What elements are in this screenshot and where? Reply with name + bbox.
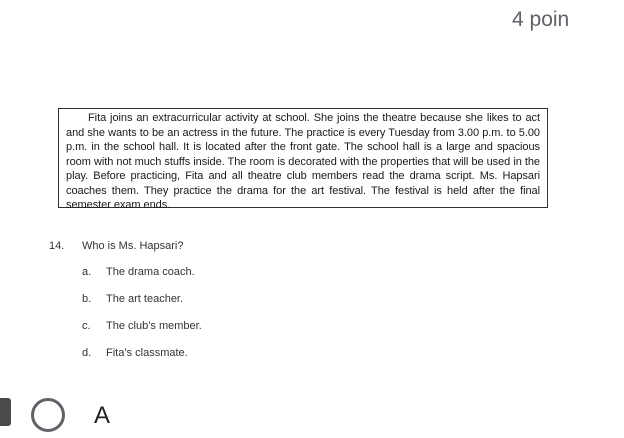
- option-a: [82, 266, 202, 293]
- answer-radio-button[interactable]: [31, 398, 65, 432]
- side-tab-handle[interactable]: [0, 398, 11, 426]
- option-c: [82, 320, 202, 347]
- option-text: Fita’s classmate.: [106, 347, 188, 359]
- question: [49, 240, 183, 252]
- option-letter: c.: [82, 320, 91, 332]
- passage-text: Fita joins an extracurricular activity at school. She joins the theatre because she likes to act and she wants to be an actress in the future. The practice is every Tuesday from 3.00 p.m. to 5.00 p.m. in the school hall. It is located after the front gate. The school hall is a large and spacious room with not much stuffs inside. The room is decorated with the properties that will be used in the play. Before practicing, Fita and all theatre club members read the drama script. Ms. Hapsari coaches them. They practice the drama for the art festival. The festival is held after the final semester exam ends.: [66, 112, 540, 211]
- question-number: 14.: [49, 240, 65, 252]
- answer-choice-label[interactable]: A: [94, 402, 111, 429]
- question-text: Who is Ms. Hapsari?: [82, 240, 184, 252]
- points-label: 4 poin: [512, 8, 570, 31]
- option-b: [82, 293, 202, 320]
- option-text: The club’s member.: [106, 320, 202, 332]
- option-text: The drama coach.: [106, 266, 195, 278]
- option-text: The art teacher.: [106, 293, 184, 305]
- option-letter: a.: [82, 266, 92, 278]
- option-list: [82, 266, 202, 374]
- option-d: [82, 347, 202, 374]
- passage-box: [58, 108, 548, 211]
- option-letter: b.: [82, 293, 92, 305]
- option-letter: d.: [82, 347, 92, 359]
